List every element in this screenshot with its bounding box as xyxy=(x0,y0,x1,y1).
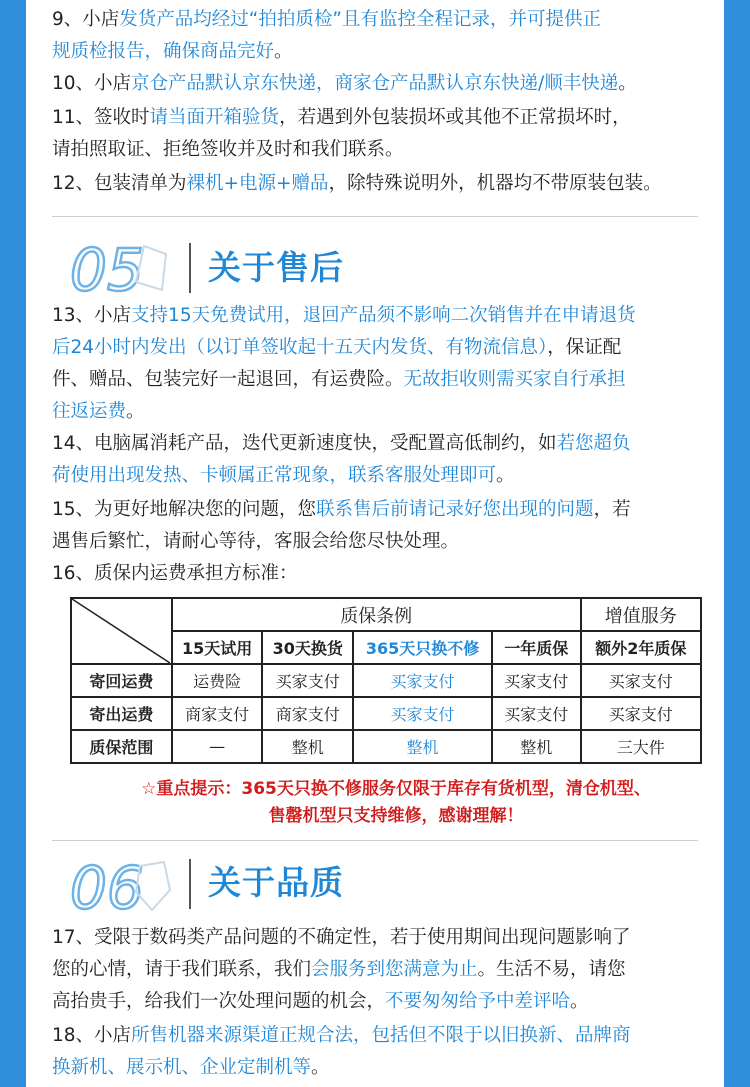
table-cell: 运费险 xyxy=(172,664,263,697)
paragraph-line xyxy=(52,428,702,460)
paragraph-line xyxy=(52,364,702,396)
table-column-header: 30天换货 xyxy=(262,631,353,664)
body-text: ，保证配 xyxy=(547,337,622,358)
body-text: 。 xyxy=(570,991,589,1012)
body-text: 13、小店 xyxy=(52,305,132,326)
table-group-value-added: 增值服务 xyxy=(581,598,701,631)
body-text: 18、小店 xyxy=(52,1025,132,1046)
table-cell: 买家支付 xyxy=(492,697,581,730)
table-row xyxy=(71,664,701,697)
highlight-text: 请当面开箱验货 xyxy=(149,107,280,128)
body-text: 16、质保内运费承担方标准： xyxy=(52,563,298,584)
body-text: 遇售后繁忙，请耐心等待，客服会给您尽快处理。 xyxy=(52,531,460,552)
highlight-text: 会服务到您满意为止 xyxy=(311,959,478,980)
paragraph-line xyxy=(52,332,702,364)
table-row-label: 质保范围 xyxy=(71,730,172,763)
paragraph-line xyxy=(52,4,702,36)
highlight-text: 无故拒收则需买家自行承担 xyxy=(403,369,626,390)
body-text: 15、为更好地解决您的问题，您 xyxy=(52,499,317,520)
highlight-text: 后24小时内发出（以订单签收起十五天内发货、有物流信息） xyxy=(52,337,548,358)
paragraph-line xyxy=(52,922,702,954)
highlight-text: 发货产品均经过“拍拍质检”且有监控全程记录，并可提供正 xyxy=(119,9,601,30)
body-text: 高抬贵手，给我们一次处理问题的机会， xyxy=(52,991,386,1012)
body-text: 9、小店 xyxy=(52,9,120,30)
paragraph-line xyxy=(52,134,702,166)
paragraph-line xyxy=(52,300,702,332)
section-divider-bar xyxy=(189,243,191,293)
body-text: 11、签收时 xyxy=(52,107,150,128)
table-cell: 三大件 xyxy=(581,730,701,763)
table-cell: 整机 xyxy=(492,730,581,763)
table-row-label: 寄出运费 xyxy=(71,697,172,730)
body-text: 。 xyxy=(126,401,145,422)
highlight-text: 支持15天免费试用，退回产品须不影响二次销售并在申请退货 xyxy=(131,305,636,326)
table-column-header: 一年质保 xyxy=(492,631,581,664)
divider xyxy=(52,840,698,841)
highlight-text: 荷使用出现发热、卡顿属正常现象，联系客服处理即可 xyxy=(52,465,497,486)
paragraph-line xyxy=(52,168,702,200)
paragraph-line xyxy=(52,494,702,526)
paragraph-line xyxy=(52,1052,702,1084)
body-text: 。 xyxy=(274,41,293,62)
paragraph-line xyxy=(52,460,702,492)
section-number-06: 06 xyxy=(70,854,144,920)
table-cell: 买家支付 xyxy=(353,697,492,730)
table-cell: 整机 xyxy=(262,730,353,763)
paragraph-line xyxy=(52,102,702,134)
highlight-text: 所售机器来源渠道正规合法，包括但不限于以旧换新、品牌商 xyxy=(131,1025,631,1046)
table-cell: 买家支付 xyxy=(581,697,701,730)
divider xyxy=(52,216,698,217)
document-sheet xyxy=(26,0,724,1087)
paragraph-line xyxy=(52,526,702,558)
table-row-label: 寄回运费 xyxy=(71,664,172,697)
body-text: ，若 xyxy=(593,499,631,520)
highlight-text: 裸机+电源+赠品 xyxy=(186,173,329,194)
paragraph-line xyxy=(52,558,702,590)
body-text: 。 xyxy=(496,465,515,486)
table-row xyxy=(71,730,701,763)
highlight-text: 规质检报告，确保商品完好 xyxy=(52,41,275,62)
body-text: 。 xyxy=(311,1057,330,1078)
body-text: 17、受限于数码类产品问题的不确定性，若于使用期间出现问题影响了 xyxy=(52,927,631,948)
table-cell: 买家支付 xyxy=(353,664,492,697)
section-divider-bar xyxy=(189,859,191,909)
body-text: 您的心情，请于我们联系，我们 xyxy=(52,959,312,980)
table-cell: 买家支付 xyxy=(262,664,353,697)
section-number-06-icon xyxy=(66,850,176,920)
body-text: 12、包装清单为 xyxy=(52,173,187,194)
table-cell: 整机 xyxy=(353,730,492,763)
body-text: 请拍照取证、拒绝签收并及时和我们联系。 xyxy=(52,139,404,160)
highlight-text: 不要匆匆给予中差评哈 xyxy=(385,991,571,1012)
warning-line-1: ☆重点提示：365天只换不修服务仅限于库存有货机型，清仓机型、 xyxy=(141,779,651,799)
paragraph-line xyxy=(52,396,702,428)
paragraph-line xyxy=(52,36,702,68)
highlight-text: 京仓产品默认京东快递，商家仓产品默认京东快递/顺丰快递 xyxy=(131,73,619,94)
table-column-header: 额外2年质保 xyxy=(581,631,701,664)
body-text: 。 xyxy=(618,73,637,94)
paragraph-line xyxy=(52,68,702,100)
warning-line-2: 售罄机型只支持维修，感谢理解！ xyxy=(268,806,524,826)
section-number-05-icon xyxy=(66,232,176,302)
table-column-header: 15天试用 xyxy=(172,631,263,664)
section-title-after-sales: 关于售后 xyxy=(208,248,344,287)
table-cell: 商家支付 xyxy=(262,697,353,730)
table-cell: 商家支付 xyxy=(172,697,263,730)
table-row xyxy=(71,697,701,730)
table-group-warranty: 质保条例 xyxy=(172,598,581,631)
body-text: ，若遇到外包装损坏或其他不正常损坏时， xyxy=(279,107,631,128)
warranty-shipping-table xyxy=(70,597,702,764)
table-cell: 买家支付 xyxy=(581,664,701,697)
table-cell: — xyxy=(172,730,263,763)
body-text: ，除特殊说明外，机器均不带原装包装。 xyxy=(328,173,662,194)
highlight-text: 换新机、展示机、企业定制机等 xyxy=(52,1057,312,1078)
paragraph-line xyxy=(52,954,702,986)
body-text: 10、小店 xyxy=(52,73,132,94)
body-text: 件、赠品、包装完好一起退回，有运费险。 xyxy=(52,369,404,390)
body-text: 。生活不易，请您 xyxy=(477,959,626,980)
table-column-header: 365天只换不修 xyxy=(353,631,492,664)
table-corner-cell xyxy=(71,598,172,664)
section-number-05: 05 xyxy=(70,236,144,302)
highlight-text: 联系售后前请记录好您出现的问题 xyxy=(316,499,594,520)
highlight-text: 往返运费 xyxy=(52,401,127,422)
paragraph-line xyxy=(52,1020,702,1052)
highlight-text: 若您超负 xyxy=(556,433,631,454)
table-cell: 买家支付 xyxy=(492,664,581,697)
body-text: 14、电脑属消耗产品，迭代更新速度快，受配置高低制约，如 xyxy=(52,433,557,454)
paragraph-line xyxy=(52,986,702,1018)
section-title-quality: 关于品质 xyxy=(208,863,344,902)
